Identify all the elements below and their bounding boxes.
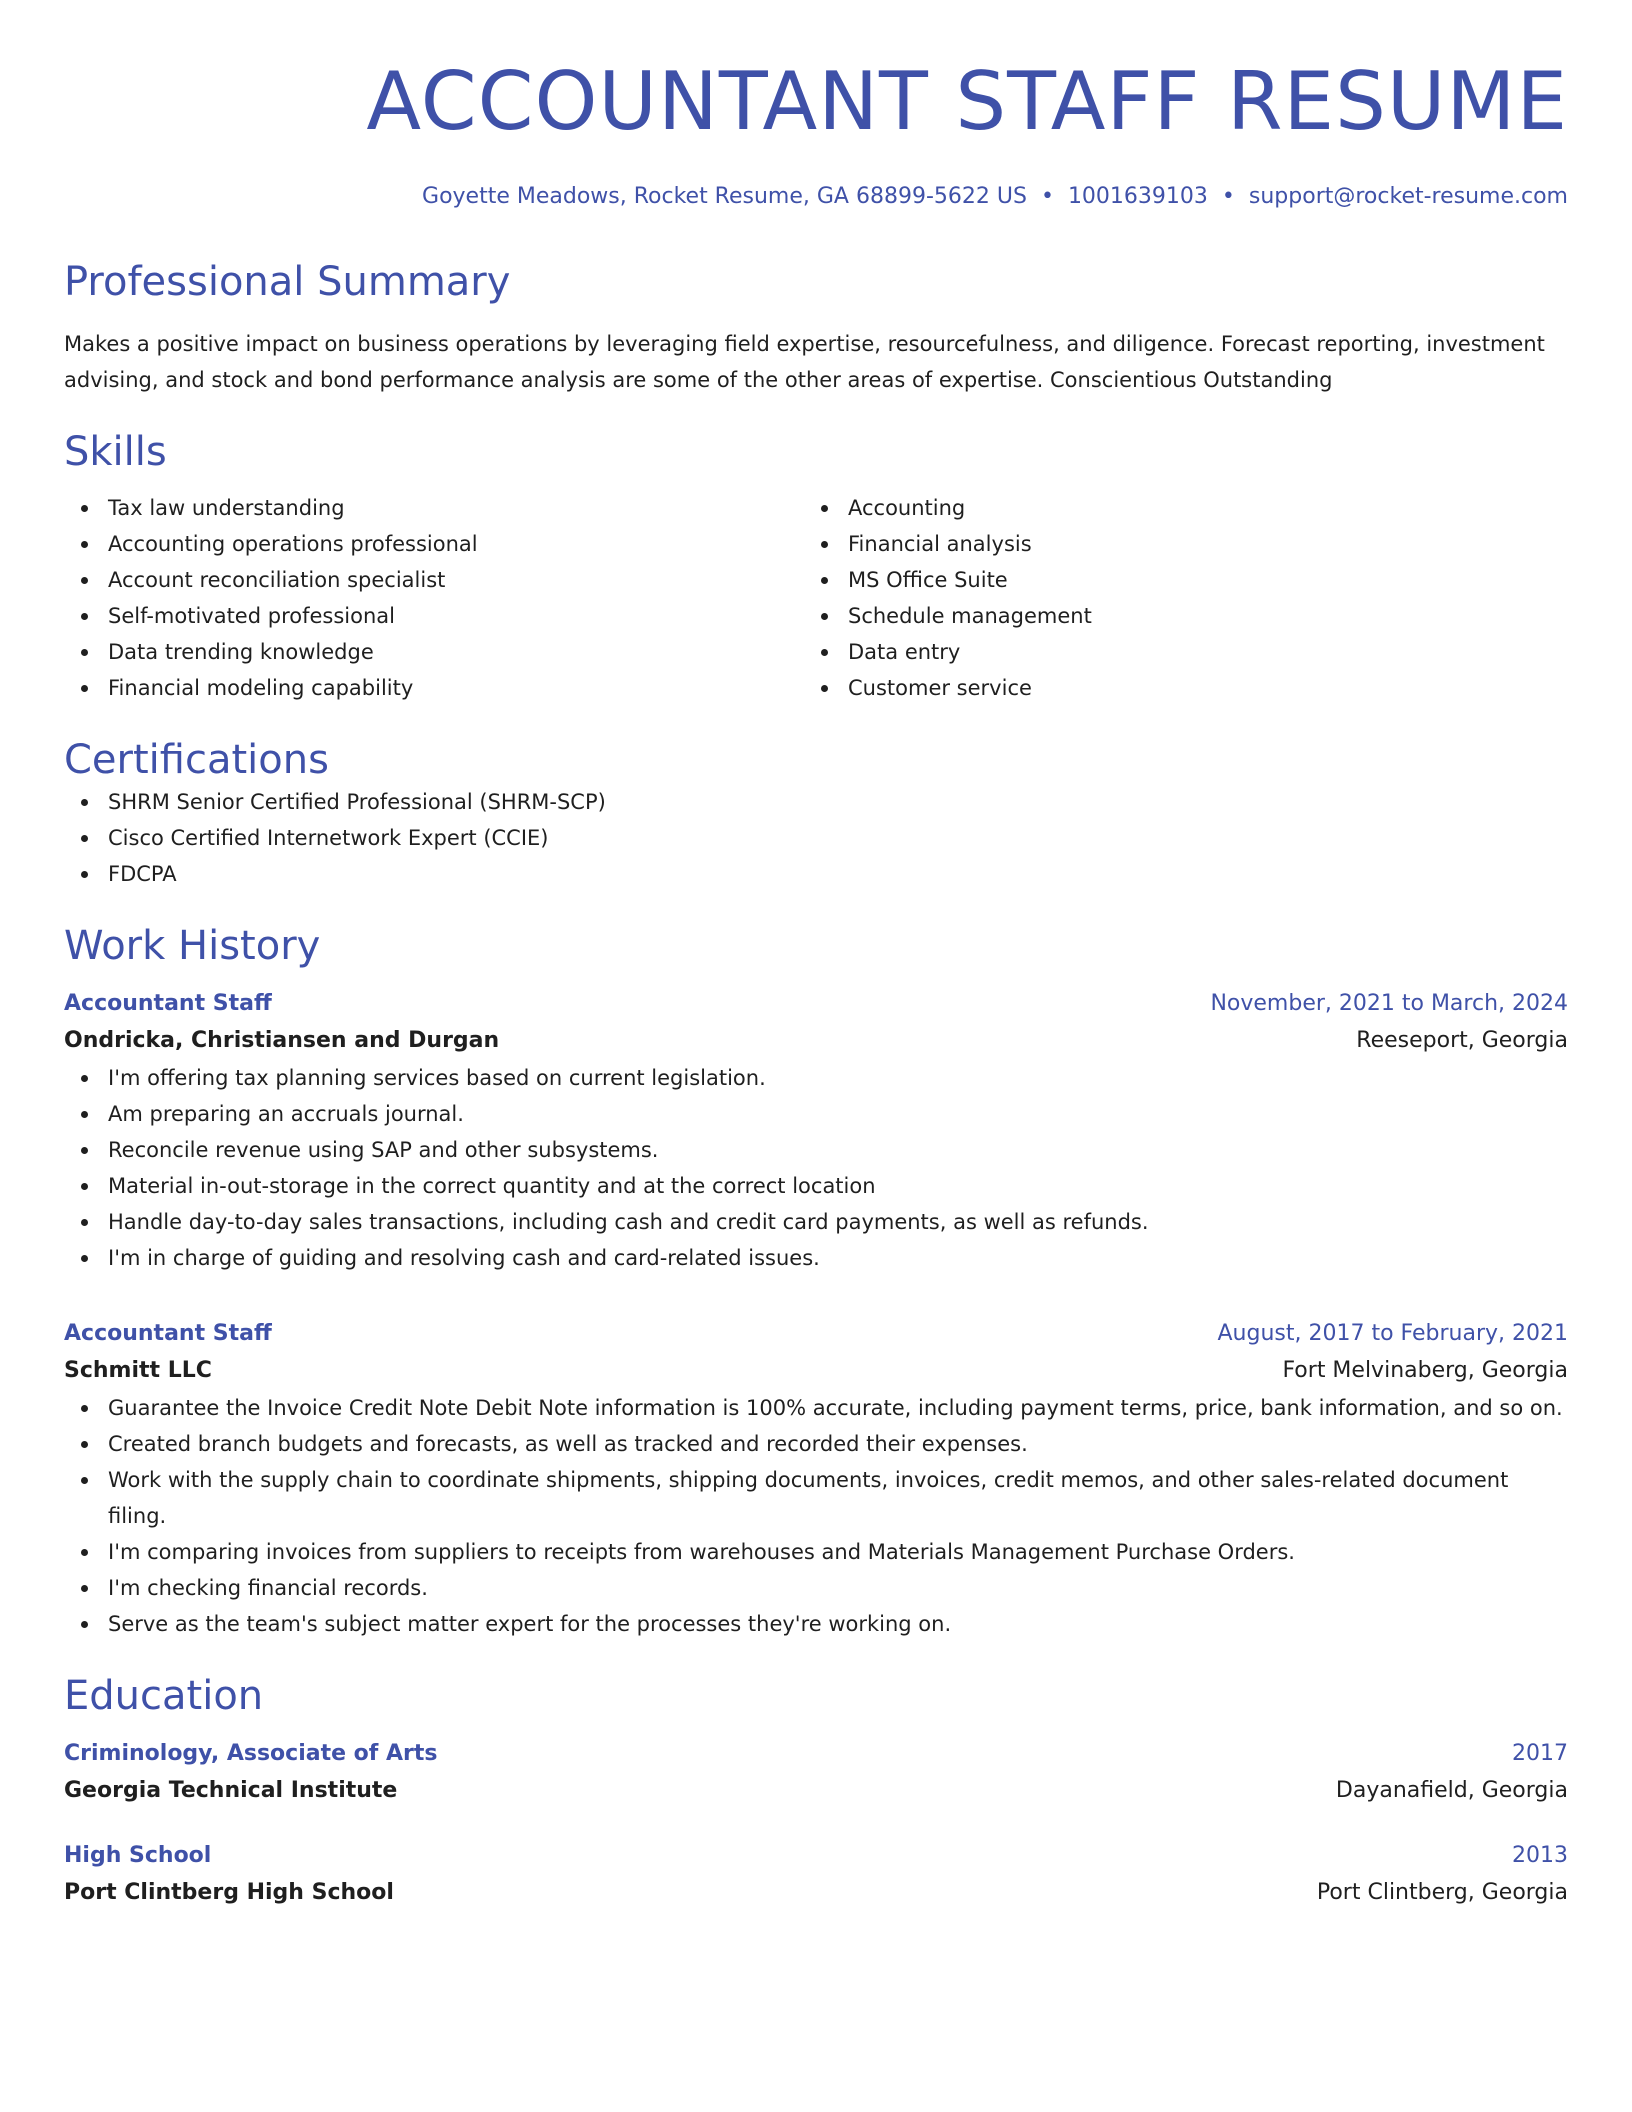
job-entry: [64, 986, 1568, 1276]
certification-item: SHRM Senior Certified Professional (SHRM-SCP): [64, 784, 1568, 820]
education-degree-row: [64, 1838, 1568, 1874]
job-duty-item: I'm offering tax planning services based on current legislation.: [64, 1060, 1568, 1096]
resume-header: [64, 56, 1568, 212]
job-company-row: [64, 1022, 1568, 1060]
education-school-row: [64, 1874, 1568, 1912]
job-duty-item: Reconcile revenue using SAP and other subsystems.: [64, 1132, 1568, 1168]
skills-list-left: [64, 490, 804, 706]
job-title: Accountant Staff: [64, 991, 272, 1016]
education-degree: High School: [64, 1843, 212, 1868]
contact-address: Goyette Meadows, Rocket Resume, GA 68899-5622 US: [422, 184, 1027, 209]
skill-item: Accounting operations professional: [64, 526, 804, 562]
work-history-section: [64, 922, 1568, 1642]
job-location: Fort Melvinaberg, Georgia: [1282, 1358, 1568, 1383]
job-duty-item: Am preparing an accruals journal.: [64, 1096, 1568, 1132]
job-duty-item: Work with the supply chain to coordinate shipments, shipping documents, invoices, credit memos, and other sales-related document filing.: [64, 1462, 1568, 1534]
education-entry: [64, 1838, 1568, 1912]
skill-item: Financial modeling capability: [64, 670, 804, 706]
resume-title: ACCOUNTANT STAFF RESUME: [366, 55, 1568, 148]
job-duty-item: I'm in charge of guiding and resolving cash and card-related issues.: [64, 1240, 1568, 1276]
skills-grid: [64, 490, 1568, 706]
summary-heading: Professional Summary: [64, 259, 511, 305]
job-company-row: [64, 1352, 1568, 1390]
job-dates: August, 2017 to February, 2021: [1217, 1321, 1568, 1346]
certification-item: Cisco Certified Internetwork Expert (CCIE): [64, 820, 1568, 856]
skill-item: Account reconciliation specialist: [64, 562, 804, 598]
education-school-row: [64, 1772, 1568, 1810]
education-year: 2017: [1512, 1741, 1568, 1766]
job-title: Accountant Staff: [64, 1321, 272, 1346]
job-duty-item: Serve as the team's subject matter expert for the processes they're working on.: [64, 1606, 1568, 1642]
work-history-heading: Work History: [64, 923, 321, 969]
skill-item: Financial analysis: [804, 526, 1544, 562]
skills-list-right: [804, 490, 1544, 706]
education-year: 2013: [1512, 1843, 1568, 1868]
job-dates: November, 2021 to March, 2024: [1210, 991, 1568, 1016]
skill-item: Data trending knowledge: [64, 634, 804, 670]
certification-item: FDCPA: [64, 856, 1568, 892]
education-school: Port Clintberg High School: [64, 1880, 394, 1905]
certifications-heading: Certifications: [64, 737, 329, 783]
skill-item: Schedule management: [804, 598, 1544, 634]
job-duty-item: Created branch budgets and forecasts, as well as tracked and recorded their expenses.: [64, 1426, 1568, 1462]
contact-phone: 1001639103: [1067, 184, 1208, 209]
job-duty-item: I'm checking financial records.: [64, 1570, 1568, 1606]
education-degree-row: [64, 1736, 1568, 1772]
summary-section: [64, 258, 1568, 398]
education-location: Dayanafield, Georgia: [1335, 1778, 1568, 1803]
summary-text: Makes a positive impact on business operations by leveraging field expertise, resourcefulness, and diligence. Forecast reporting, investment advising, and stock and bond performance analysis are some of the other areas of expertise. Conscientious Outstanding: [64, 332, 1545, 392]
education-section: [64, 1672, 1568, 1912]
contact-line: [64, 182, 1568, 212]
skills-heading: Skills: [64, 429, 167, 475]
job-entry: [64, 1316, 1568, 1642]
contact-email: support@rocket-resume.com: [1248, 184, 1568, 209]
skill-item: Customer service: [804, 670, 1544, 706]
skill-item: Data entry: [804, 634, 1544, 670]
job-duties-list: [64, 1390, 1568, 1642]
skills-column-right: [804, 490, 1544, 706]
education-school: Georgia Technical Institute: [64, 1778, 398, 1803]
job-title-row: [64, 1316, 1568, 1352]
education-degree: Criminology, Associate of Arts: [64, 1741, 438, 1766]
job-duty-item: I'm comparing invoices from suppliers to receipts from warehouses and Materials Management Purchase Orders.: [64, 1534, 1568, 1570]
contact-separator: •: [1040, 184, 1054, 209]
skill-item: Accounting: [804, 490, 1544, 526]
job-duty-item: Material in-out-storage in the correct quantity and at the correct location: [64, 1168, 1568, 1204]
certifications-section: [64, 736, 1568, 892]
job-duty-item: Guarantee the Invoice Credit Note Debit Note information is 100% accurate, including payment terms, price, bank information, and so on.: [64, 1390, 1568, 1426]
job-company: Ondricka, Christiansen and Durgan: [64, 1028, 500, 1053]
contact-separator: •: [1221, 184, 1235, 209]
job-company: Schmitt LLC: [64, 1358, 212, 1383]
job-duty-item: Handle day-to-day sales transactions, including cash and credit card payments, as well as refunds.: [64, 1204, 1568, 1240]
job-location: Reeseport, Georgia: [1356, 1028, 1568, 1053]
skills-section: [64, 428, 1568, 706]
skill-item: Self-motivated professional: [64, 598, 804, 634]
skills-column-left: [64, 490, 804, 706]
job-title-row: [64, 986, 1568, 1022]
education-location: Port Clintberg, Georgia: [1316, 1880, 1568, 1905]
skill-item: MS Office Suite: [804, 562, 1544, 598]
skill-item: Tax law understanding: [64, 490, 804, 526]
certifications-list: [64, 784, 1568, 892]
education-heading: Education: [64, 1673, 264, 1719]
job-duties-list: [64, 1060, 1568, 1276]
education-entry: [64, 1736, 1568, 1810]
